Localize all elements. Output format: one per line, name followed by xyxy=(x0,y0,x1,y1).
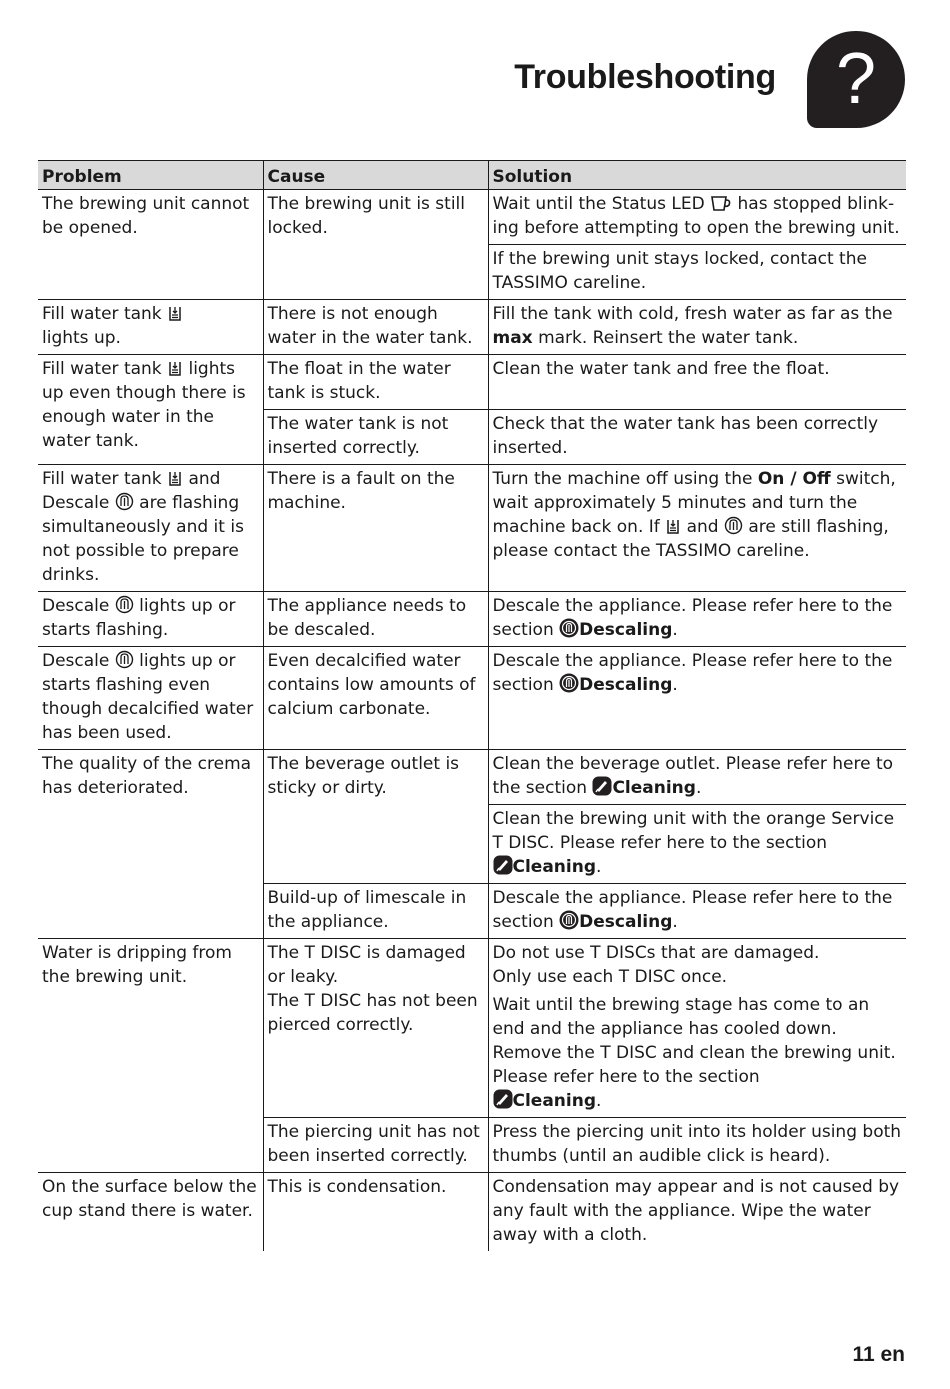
cause-cell: The float in the water tank is stuck. xyxy=(263,355,488,410)
solution-text: switch, wait approximately 5 minutes and turn the machine back on. If xyxy=(492,469,896,537)
solution-cell xyxy=(488,750,906,805)
header-solution: Solution xyxy=(488,161,906,190)
solution-cell xyxy=(488,884,906,939)
solution-cell: Clean the water tank and free the float. xyxy=(488,355,906,410)
problem-cell: On the surface below the cup stand there is water. xyxy=(42,1177,257,1221)
problem-text: Fill water tank xyxy=(42,359,162,379)
descaling-section-icon xyxy=(559,910,579,930)
problem-text: Fill water tank xyxy=(42,469,162,489)
solution-text: Fill the tank with cold, fresh water as far as the xyxy=(492,304,893,324)
solution-cell xyxy=(488,190,906,245)
problem-text: lights up or starts flashing even though decalcified water has been used. xyxy=(42,651,254,743)
cause-cell: This is condensation. xyxy=(263,1173,488,1252)
solution-text: Clean the beverage outlet. Please refer here to the section xyxy=(492,754,894,798)
descale-icon xyxy=(115,492,134,511)
solution-text: . xyxy=(672,620,678,640)
problem-text: are flashing simultaneously and it is not possible to prepare drinks. xyxy=(42,493,244,585)
problem-cell xyxy=(38,300,263,355)
problem-cell xyxy=(38,355,263,465)
problem-text: lights up even though there is enough water in the water tank. xyxy=(42,359,246,451)
solution-cell xyxy=(488,939,906,1118)
max-mark-label: max xyxy=(492,328,533,348)
solution-text: . xyxy=(695,778,702,798)
solution-cell: If the brewing unit stays locked, contact the TASSIMO careline. xyxy=(488,245,906,300)
descale-icon xyxy=(115,595,134,614)
solution-cell xyxy=(488,592,906,647)
solution-cell xyxy=(488,805,906,884)
descaling-section-link[interactable]: Descaling xyxy=(579,620,673,640)
problem-cell: Water is dripping from the brewing unit. xyxy=(38,939,263,1173)
solution-text: Wait until the brewing stage has come to an end and the appliance has cooled down. Remove the T DISC and clean the brewing unit. Please refer here to the section xyxy=(492,995,896,1087)
water-tank-icon xyxy=(167,469,183,487)
solution-cell xyxy=(488,647,906,750)
solution-text: Wait until the Status LED xyxy=(492,194,705,214)
solution-text: . xyxy=(672,675,678,695)
problem-text: lights up. xyxy=(42,328,121,348)
cause-cell xyxy=(263,939,488,1118)
problem-text: Fill water tank xyxy=(42,304,162,324)
cause-cell: Build-up of limescale in the appliance. xyxy=(263,884,488,939)
cause-cell: Even decalcified water contains low amounts of calcium carbonate. xyxy=(263,647,488,750)
solution-text: Descale the appliance. Please refer here to the section xyxy=(492,651,893,695)
water-tank-icon xyxy=(665,517,681,535)
descaling-section-icon xyxy=(559,673,579,693)
solution-text: mark. Reinsert the water tank. xyxy=(538,328,799,348)
solution-text: Clean the brewing unit with the orange Service T DISC. Please refer here to the section xyxy=(492,809,895,853)
question-mark-icon xyxy=(807,31,905,128)
solution-text: Descale the appliance. Please refer here to the section xyxy=(492,596,893,640)
solution-text: . xyxy=(672,912,678,932)
problem-text: Descale xyxy=(42,651,110,671)
cause-cell: There is not enough water in the water tank. xyxy=(263,300,488,355)
page-title: Troubleshooting xyxy=(514,58,776,96)
cleaning-section-link[interactable]: Cleaning xyxy=(612,778,696,798)
page-number: 11 en xyxy=(852,1343,905,1366)
cause-cell: The piercing unit has not been inserted correctly. xyxy=(263,1118,488,1173)
solution-text: Do not use T DISCs that are damaged. xyxy=(492,943,820,963)
solution-text: are still flashing, please contact the TASSIMO careline. xyxy=(492,517,889,561)
descale-icon xyxy=(724,516,743,535)
badge-symbol: ? xyxy=(835,39,877,119)
solution-text: has stopped blink-ing before attempting to open the brewing unit. xyxy=(492,194,900,238)
troubleshooting-table xyxy=(38,160,906,1251)
problem-cell xyxy=(38,647,263,750)
cleaning-section-icon xyxy=(493,1089,513,1109)
cleaning-section-link[interactable]: Cleaning xyxy=(512,857,597,877)
solution-text: Turn the machine off using the xyxy=(492,469,753,489)
problem-text: lights up or starts flashing. xyxy=(42,596,236,640)
solution-text: and xyxy=(686,517,719,537)
cleaning-section-icon xyxy=(592,776,612,796)
solution-cell xyxy=(488,300,906,355)
cause-cell: The appliance needs to be descaled. xyxy=(263,592,488,647)
problem-cell xyxy=(38,465,263,592)
water-tank-icon xyxy=(167,304,183,322)
solution-text: Descale the appliance. Please refer here to the section xyxy=(492,888,893,932)
descaling-section-link[interactable]: Descaling xyxy=(579,675,673,695)
cleaning-section-icon xyxy=(493,855,513,875)
cause-text: The T DISC is damaged or leaky. xyxy=(267,943,466,987)
solution-text: Only use each T DISC once. xyxy=(492,967,728,987)
header-problem: Problem xyxy=(38,161,263,190)
cup-led-icon xyxy=(710,194,732,212)
water-tank-icon xyxy=(167,359,183,377)
solution-cell: Press the piercing unit into its holder using both thumbs (until an audible click is heard). xyxy=(488,1118,906,1173)
descaling-section-icon xyxy=(559,618,579,638)
problem-text: and Descale xyxy=(42,469,221,513)
problem-cell xyxy=(38,592,263,647)
cleaning-section-link[interactable]: Cleaning xyxy=(512,1091,597,1111)
problem-cell: The quality of the crema has deteriorated. xyxy=(38,750,263,939)
problem-cell: The brewing unit cannot be opened. xyxy=(38,190,263,300)
solution-cell xyxy=(488,465,906,592)
cause-cell: There is a fault on the machine. xyxy=(263,465,488,592)
cause-text: The T DISC has not been pierced correctly. xyxy=(267,991,478,1035)
solution-cell: Condensation may appear and is not caused by any fault with the appliance. Wipe the water away with a cloth. xyxy=(488,1173,906,1252)
problem-text: Descale xyxy=(42,596,110,616)
table-header-row xyxy=(38,161,906,190)
solution-text: . xyxy=(596,1091,602,1111)
solution-text: . xyxy=(596,857,602,877)
cause-cell: The brewing unit is still locked. xyxy=(263,190,488,300)
cause-cell: The water tank is not inserted correctly. xyxy=(263,410,488,465)
on-off-switch-label: On / Off xyxy=(757,469,831,489)
solution-cell: Check that the water tank has been correctly inserted. xyxy=(488,410,906,465)
descale-icon xyxy=(115,650,134,669)
cause-cell: The beverage outlet is sticky or dirty. xyxy=(263,750,488,884)
descaling-section-link[interactable]: Descaling xyxy=(579,912,673,932)
header-cause: Cause xyxy=(263,161,488,190)
